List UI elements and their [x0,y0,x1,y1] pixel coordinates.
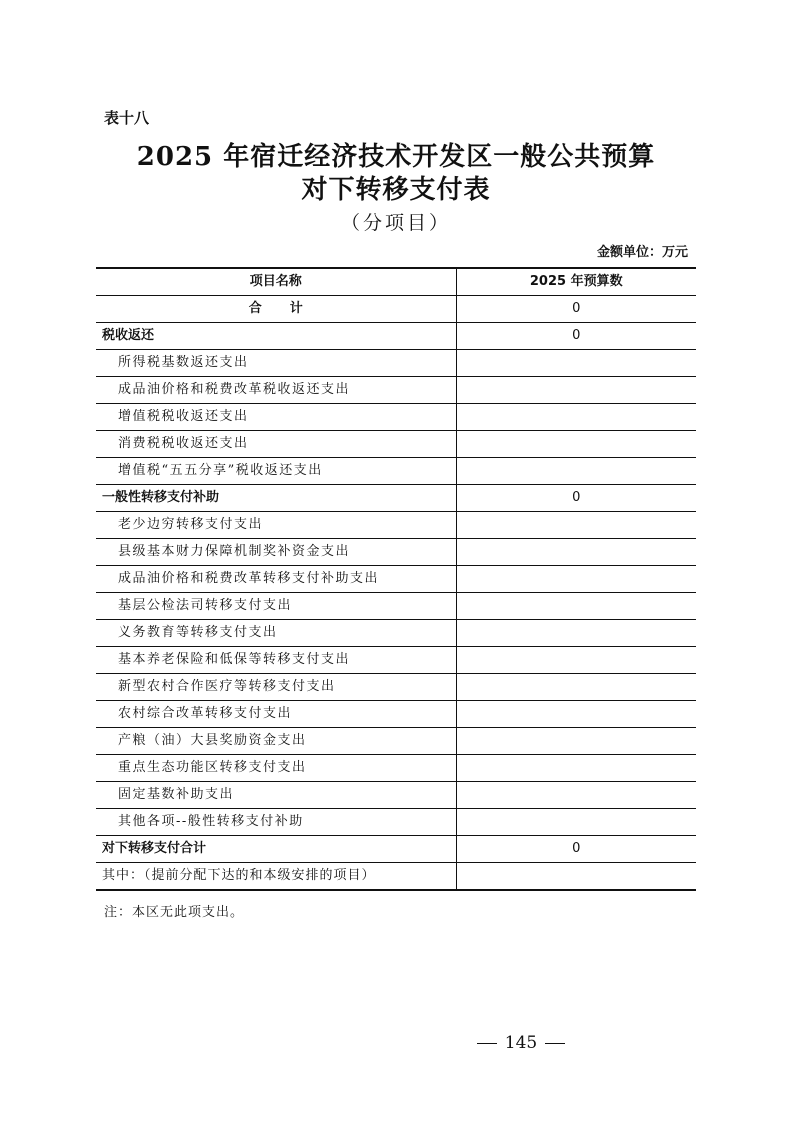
row-budget-value [456,566,696,593]
table-row [96,620,696,647]
table-row [96,431,696,458]
table-row [96,350,696,377]
footnote: 注：本区无此项支出。 [104,905,245,920]
row-item-name: 老少边穷转移支付支出 [96,512,456,539]
row-item-name: 消费税税收返还支出 [96,431,456,458]
column-header-budget: 2025 年预算数 [456,268,696,296]
row-budget-value [456,674,696,701]
row-budget-value [456,512,696,539]
table-row [96,485,696,512]
document-title-line2: 对下转移支付表 [301,175,491,205]
table-row [96,539,696,566]
table-row [96,566,696,593]
table-body [96,296,696,891]
table-row [96,809,696,836]
row-item-name: 固定基数补助支出 [96,782,456,809]
table-row [96,782,696,809]
row-item-name: 其中：（提前分配下达的和本级安排的项目） [96,863,456,891]
table-row [96,458,696,485]
row-item-name: 税收返还 [96,323,456,350]
row-budget-value: 0 [456,296,696,323]
table-row [96,647,696,674]
row-item-name: 农村综合改革转移支付支出 [96,701,456,728]
row-item-name: 增值税“五五分享”税收返还支出 [96,458,456,485]
row-budget-value: 0 [456,485,696,512]
page-number-value: 145 [504,1033,538,1053]
page-number [0,1032,792,1054]
row-item-name: 基层公检法司转移支付支出 [96,593,456,620]
row-budget-value [456,728,696,755]
row-budget-value [456,539,696,566]
row-budget-value: 0 [456,323,696,350]
row-item-name: 重点生态功能区转移支付支出 [96,755,456,782]
row-item-name: 增值税税收返还支出 [96,404,456,431]
document-title-line1: 2025 年宿迁经济技术开发区一般公共预算 [136,142,656,172]
row-budget-value [456,350,696,377]
row-item-name: 产粮（油）大县奖励资金支出 [96,728,456,755]
table-row [96,728,696,755]
table-label: 表十八 [104,109,150,127]
row-budget-value [456,647,696,674]
row-budget-value [456,782,696,809]
row-budget-value [456,620,696,647]
row-budget-value [456,458,696,485]
table-row [96,323,696,350]
row-budget-value [456,431,696,458]
row-budget-value [456,404,696,431]
page-dash-right [545,1043,565,1044]
row-budget-value [456,755,696,782]
table-row [96,296,696,323]
table-row [96,755,696,782]
row-item-name: 基本养老保险和低保等转移支付支出 [96,647,456,674]
amount-unit: 金额单位：万元 [596,245,688,260]
row-item-name: 新型农村合作医疗等转移支付支出 [96,674,456,701]
budget-table [96,267,696,891]
table-row [96,836,696,863]
row-budget-value [456,593,696,620]
table-row [96,701,696,728]
row-item-name: 一般性转移支付补助 [96,485,456,512]
column-header-item-name: 项目名称 [96,268,456,296]
row-item-name: 其他各项--般性转移支付补助 [96,809,456,836]
table-header-row [96,268,696,296]
table-row [96,863,696,891]
table-row [96,377,696,404]
row-item-name: 义务教育等转移支付支出 [96,620,456,647]
row-budget-value [456,377,696,404]
table-row [96,674,696,701]
page-dash-left [477,1043,497,1044]
row-item-name: 对下转移支付合计 [96,836,456,863]
row-budget-value [456,809,696,836]
row-budget-value [456,863,696,891]
document-subtitle: （分项目） [340,212,451,234]
row-item-name: 县级基本财力保障机制奖补资金支出 [96,539,456,566]
row-item-name: 合计 [96,296,456,323]
row-item-name: 所得税基数返还支出 [96,350,456,377]
row-budget-value [456,701,696,728]
row-budget-value: 0 [456,836,696,863]
row-item-name: 成品油价格和税费改革税收返还支出 [96,377,456,404]
table-row [96,512,696,539]
table-row [96,593,696,620]
table-row [96,404,696,431]
row-item-name: 成品油价格和税费改革转移支付补助支出 [96,566,456,593]
